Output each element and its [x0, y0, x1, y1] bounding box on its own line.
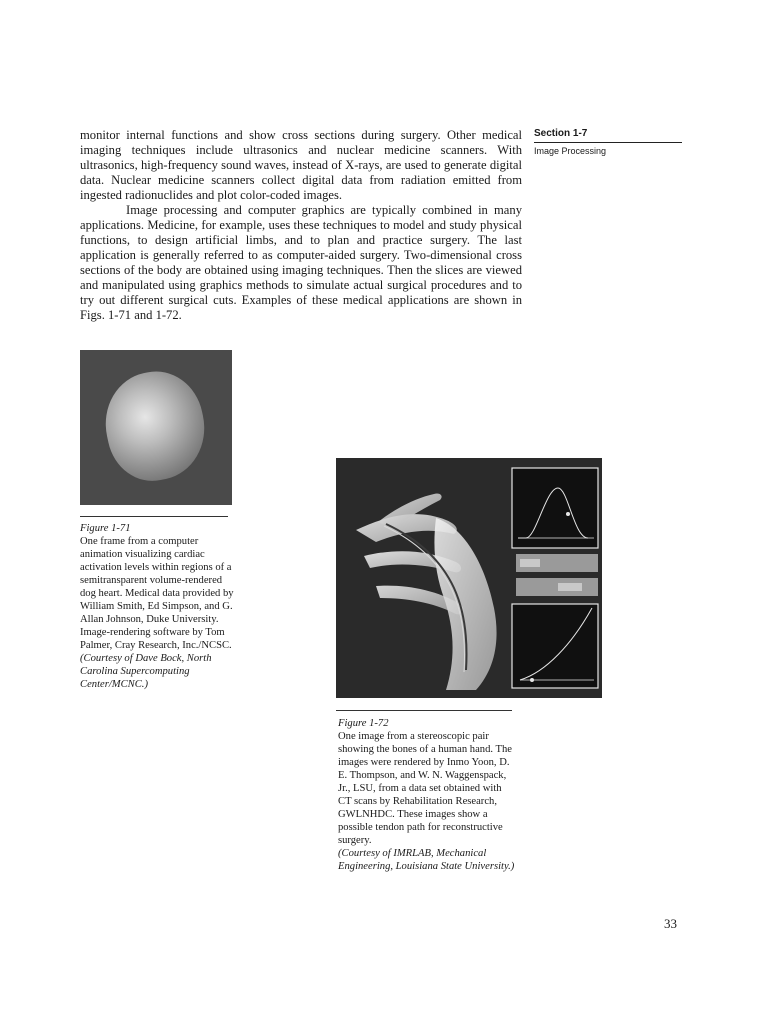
figure-1-71-caption	[80, 522, 234, 691]
section-title: Image Processing	[534, 146, 607, 156]
paragraph-1: monitor internal functions and show cross sections during surgery. Other medical imaging techniques include ultrasonics and nuclear medicine scanners. With ultrasonics, high-frequency sound waves, instead of X-rays, are used to generate digital data. Nuclear medicine scanners collect digital data from radiation emitted from ingested radionuclides and plot color-coded images.	[80, 128, 522, 202]
figure-1-72-courtesy: (Courtesy of IMRLAB, Mechanical Engineering, Louisiana State University.)	[338, 848, 515, 872]
figure-1-72-label: Figure 1-72	[338, 718, 389, 729]
figure-1-71-image	[80, 350, 232, 505]
figure-1-72-text: One image from a stereoscopic pair showing the bones of a human hand. The images were rendered by Inmo Yoon, D. E. Thompson, and W. N. Waggenspack, Jr., LSU, from a data set obtained with CT scans by Rehabilitation Research, GWLNHDC. These images show a possible tendon path for reconstructive surgery.	[338, 731, 512, 846]
heart-rendering	[96, 363, 214, 489]
running-head	[534, 128, 682, 156]
body-text	[80, 128, 522, 323]
figure-1-72-image	[336, 458, 602, 698]
figure-1-72-rule	[336, 710, 512, 711]
section-number: Section 1-7	[534, 128, 682, 143]
figure-1-71-rule	[80, 516, 228, 517]
figure-1-71-courtesy: (Courtesy of Dave Bock, North Carolina Supercomputing Center/MCNC.)	[80, 653, 212, 690]
paragraph-2: Image processing and computer graphics are typically combined in many applications. Medicine, for example, uses these techniques to model and study physical functions, to design artificial limbs, and to plan and practice surgery. The last application is generally referred to as computer-aided surgery. Two-dimensional cross sections of the body are obtained using imaging techniques. Then the slices are viewed and manipulated using graphics methods to simulate actual surgical procedures and to try out different surgical cuts. Examples of these medical applications are shown in Figs. 1-71 and 1-72.	[80, 203, 522, 322]
figure-1-71-label: Figure 1-71	[80, 523, 131, 534]
page-number: 33	[664, 916, 677, 931]
figure-1-72-caption	[338, 717, 516, 873]
figure-1-71-text: One frame from a computer animation visualizing cardiac activation levels within regions of a semitransparent volume-rendered dog heart. Medical data provided by William Smith, Ed Simpson, and G. Allan Johnson, Duke University. Image-rendering software by Tom Palmer, Cray Research, Inc./NCSC.	[80, 536, 234, 651]
hand-bones-rendering	[336, 458, 602, 698]
